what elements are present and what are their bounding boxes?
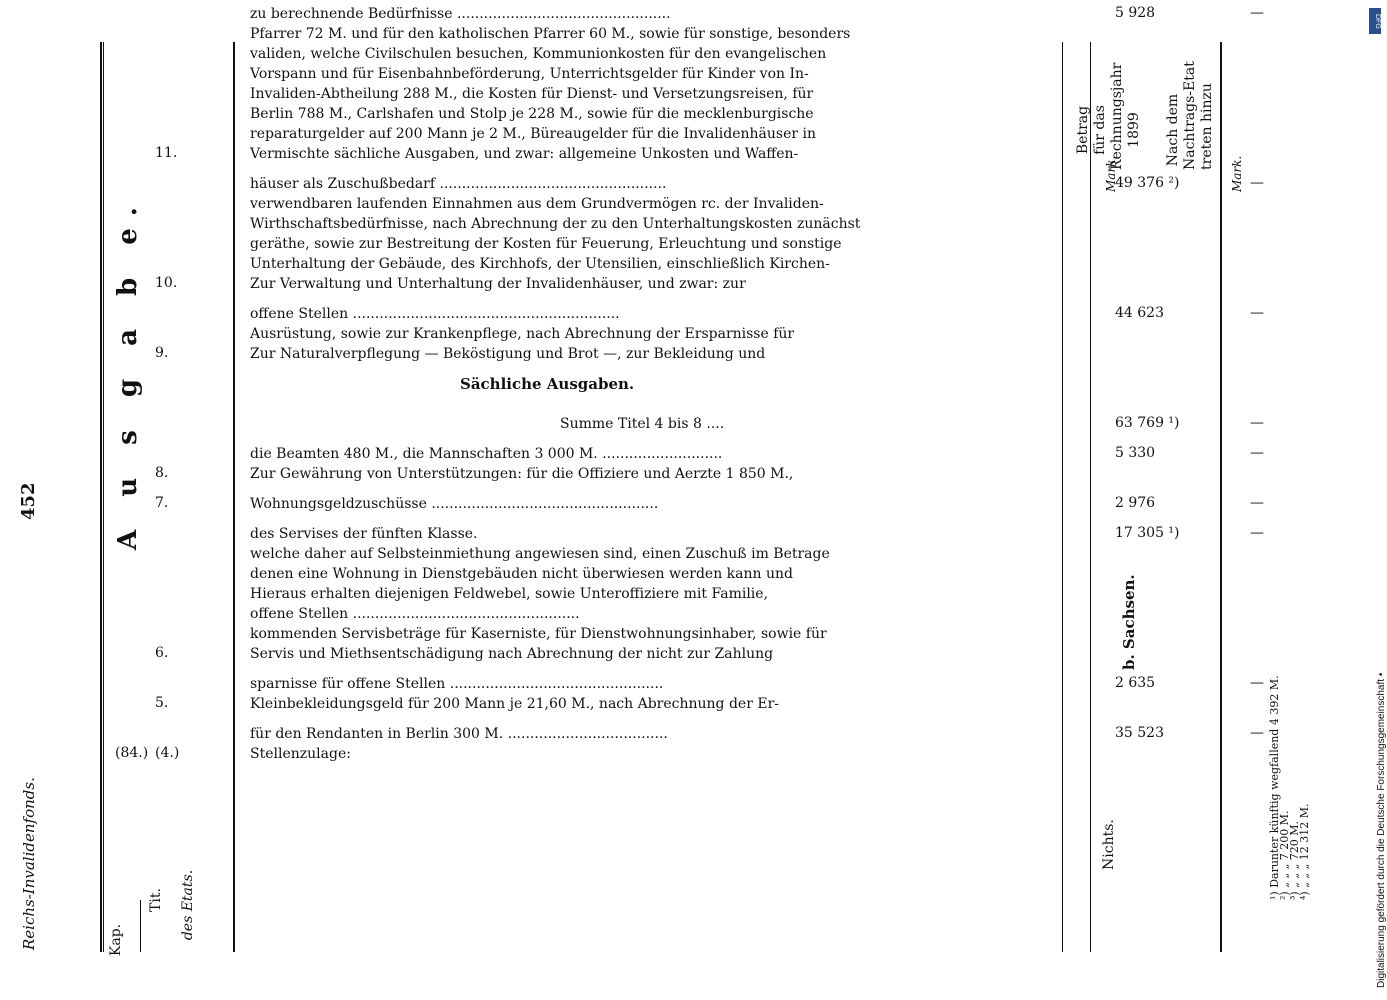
section-title: A u s g a b e. xyxy=(113,195,143,550)
table-top-rule xyxy=(100,42,102,952)
row-text-line: Wirthschaftsbedürfnisse, nach Abrechnung der zu den Unterhaltungskosten zunächst xyxy=(250,216,861,232)
footnote-mark: ⁴) xyxy=(1298,887,1311,900)
row-nachtrag: — xyxy=(1250,305,1264,321)
row-text-line: die Beamten 480 M., die Mannschaften 3 000 M. ........................... xyxy=(250,446,723,462)
row-amount: 49 376 ²) xyxy=(1115,175,1180,191)
row-tit: 10. xyxy=(155,275,178,291)
row-nachtrag: — xyxy=(1250,525,1264,541)
column-rule-amount xyxy=(1220,42,1222,952)
row-kap: (84.) xyxy=(115,745,149,761)
row-text-line: verwendbaren laufenden Einnahmen aus dem Grundvermögen rc. der Invaliden- xyxy=(250,196,824,212)
row-amount: 2 976 xyxy=(1115,495,1156,511)
row-text-line: Hieraus erhalten diejenigen Feldwebel, sowie Unteroffiziere mit Familie, xyxy=(250,586,769,602)
row-text-line: offene Stellen ............................................................ xyxy=(250,306,620,322)
row-amount: 2 635 xyxy=(1115,675,1156,691)
summe-4-8-label: Summe Titel 4 bis 8 .... xyxy=(560,416,725,432)
row-nachtrag: — xyxy=(1250,725,1264,741)
row-text-line: Zur Gewährung von Unterstützungen: für die Offiziere und Aerzte 1 850 M., xyxy=(250,466,794,482)
row-text-line: sparnisse für offene Stellen ................................................ xyxy=(250,676,664,692)
summe-4-8-amount: 63 769 ¹) xyxy=(1115,415,1180,431)
footnote xyxy=(1300,675,1310,900)
row-nachtrag: — xyxy=(1250,495,1264,511)
row-text-line: kommenden Servisbeträge für Kaserniste, für Dienstwohnungsinhaber, sowie für xyxy=(250,626,827,642)
footnote-text: „ „ „ xyxy=(1298,860,1311,888)
footnote-mark: ¹) xyxy=(1268,887,1281,900)
sachsen-heading: b. Sachsen. xyxy=(1120,574,1138,670)
row-text-line: Zur Naturalverpflegung — Beköstigung und Brot —, zur Bekleidung und xyxy=(250,346,766,362)
column-rule-text xyxy=(1062,42,1063,952)
row-text-line: zu berechnende Bedürfnisse ................................................ xyxy=(250,6,671,22)
header-bottom-rule xyxy=(233,42,235,952)
row-text-line: Berlin 788 M., Carlshafen und Stolp je 228 M., sowie für die mecklenburgische xyxy=(250,106,814,122)
footnote-amount: 12 312 M. xyxy=(1298,803,1311,861)
row-text-line: Vorspann und für Eisenbahnbeförderung, Unterrichtsgelder für Kinder von In- xyxy=(250,66,809,82)
unit-row-rule xyxy=(1090,42,1091,952)
row-text-line: geräthe, sowie zur Bestreitung der Kosten für Feuerung, Erleuchtung und sonstige xyxy=(250,236,842,252)
row-text-line: Zur Verwaltung und Unterhaltung der Invalidenhäuser, und zwar: zur xyxy=(250,276,746,292)
row-text-line: denen eine Wohnung in Dienstgebäuden nicht überwiesen werden kann und xyxy=(250,566,793,582)
col-des-etats: des Etats. xyxy=(180,869,196,941)
row-text-line: Unterhaltung der Gebäude, des Kirchhofs, der Utensilien, einschließlich Kirchen- xyxy=(250,256,830,272)
unit-betrag: Mark. xyxy=(1104,155,1118,192)
row-amount: 5 928 xyxy=(1115,5,1156,21)
row-text-line: Stellenzulage: xyxy=(250,746,351,762)
col-nachtrag: Nach dem Nachtrags-Etat treten hinzu xyxy=(1165,61,1215,170)
row-amount: 17 305 ¹) xyxy=(1115,525,1180,541)
row-text-line: Pfarrer 72 M. und für den katholischen Pfarrer 60 M., sowie für sonstige, besonders xyxy=(250,26,851,42)
footnotes xyxy=(1270,675,1310,900)
row-nachtrag: — xyxy=(1250,445,1264,461)
row-text-line: Ausrüstung, sowie zur Krankenpflege, nach Abrechnung der Ersparnisse für xyxy=(250,326,795,342)
row-tit: 7. xyxy=(155,495,169,511)
row-amount: 44 623 xyxy=(1115,305,1164,321)
footnote-amount: 7 200 M. xyxy=(1278,810,1291,861)
sachsen-text: Nichts. xyxy=(1101,819,1117,870)
row-tit: 5. xyxy=(155,695,169,711)
footnote-text: „ „ „ xyxy=(1278,860,1291,888)
row-nachtrag: — xyxy=(1250,675,1264,691)
row-text-line: Servis und Miethsentschädigung nach Abrechnung der nicht zur Zahlung xyxy=(250,646,774,662)
row-nachtrag: — xyxy=(1250,5,1264,21)
row-text-line: reparaturgelder auf 200 Mann je 2 M., Büreaugelder für die Invalidenhäuser in xyxy=(250,126,817,142)
row-text-line: Vermischte sächliche Ausgaben, und zwar: allgemeine Unkosten und Waffen- xyxy=(250,146,799,162)
running-head: Reichs-Invalidenfonds. xyxy=(20,777,38,950)
dfg-logo: DFG xyxy=(1369,8,1381,34)
col-betrag: Betrag für das Rechnungsjahr 1899 xyxy=(1075,62,1142,170)
row-amount: 5 330 xyxy=(1115,445,1156,461)
row-text-line: welche daher auf Selbsteinmiethung angewiesen sind, einen Zuschuß im Betrage xyxy=(250,546,830,562)
row-text-line: Invaliden-Abtheilung 288 M., die Kosten für Dienst- und Versetzungsreisen, für xyxy=(250,86,814,102)
row-text-line: Wohnungsgeldzuschüsse ................................................... xyxy=(250,496,659,512)
row-tit: 9. xyxy=(155,345,169,361)
credit-text: Digitalisierung gefördert durch die Deutsche Forschungsgemeinschaft • xyxy=(1376,672,1387,988)
footnote-text: Darunter künftig wegfallend xyxy=(1268,725,1281,888)
page-number: 452 xyxy=(18,482,39,520)
footnote-text: „ „ „ xyxy=(1288,860,1301,888)
row-tit: (4.) xyxy=(155,745,180,761)
footnote-amount: 4 392 M. xyxy=(1268,675,1281,726)
row-text-line: validen, welche Civilschulen besuchen, Kommunionkosten für den evangelischen xyxy=(250,46,827,62)
row-nachtrag: — xyxy=(1250,175,1264,191)
row-text-line: offene Stellen ................................................... xyxy=(250,606,580,622)
unit-nachtrag: Mark. xyxy=(1230,155,1244,192)
col-tit: Tit. xyxy=(148,888,164,912)
footnote-mark: ³) xyxy=(1288,887,1301,900)
kap-tit-rule xyxy=(140,900,141,952)
row-tit: 6. xyxy=(155,645,169,661)
table-top-rule-2 xyxy=(103,42,104,952)
row-text-line: Kleinbekleidungsgeld für 200 Mann je 21,60 M., nach Abrechnung der Er- xyxy=(250,696,780,712)
col-kap: Kap. xyxy=(108,923,124,957)
credit-strip xyxy=(1376,8,1387,988)
row-text-line: für den Rendanten in Berlin 300 M. .................................... xyxy=(250,726,668,742)
row-amount: 35 523 xyxy=(1115,725,1164,741)
row-tit: 11. xyxy=(155,145,178,161)
row-tit: 8. xyxy=(155,465,169,481)
summe-4-8-nachtrag: — xyxy=(1250,415,1264,431)
footnote-mark: ²) xyxy=(1278,887,1291,900)
row-text-line: des Servises der fünften Klasse. xyxy=(250,526,478,542)
footnote-amount: 720 M. xyxy=(1288,820,1301,861)
saechliche-heading: Sächliche Ausgaben. xyxy=(460,375,635,393)
row-text-line: häuser als Zuschußbedarf ................................................... xyxy=(250,176,667,192)
